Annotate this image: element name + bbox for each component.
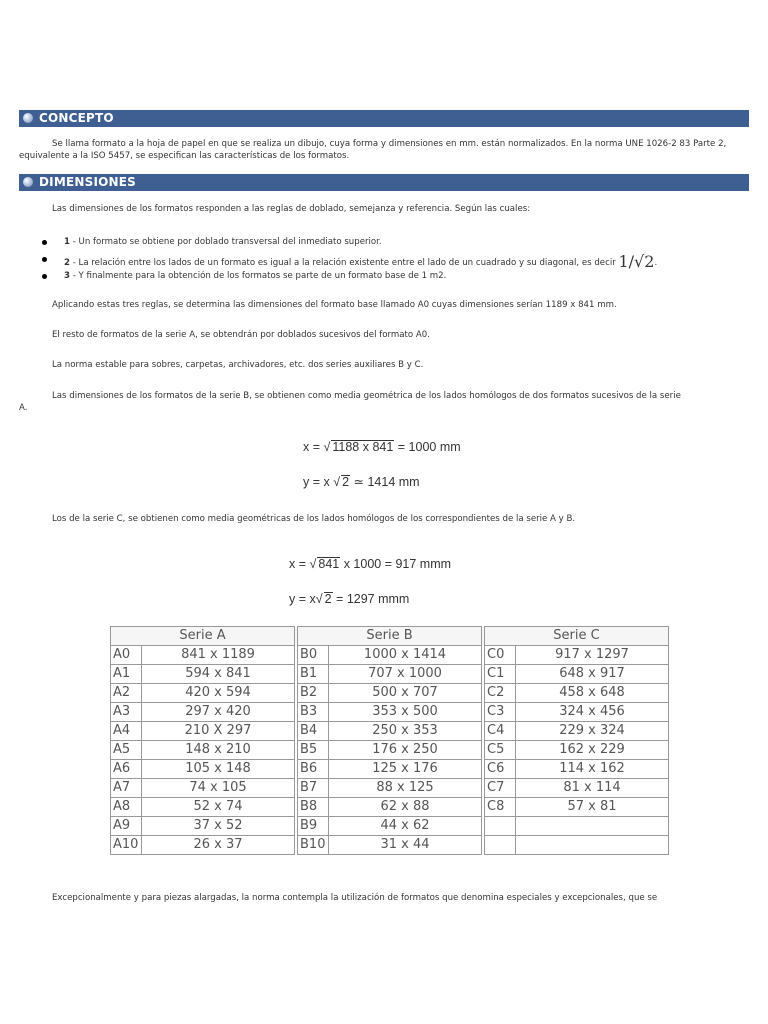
formula-rhs: = 1000 mm — [394, 440, 461, 454]
format-code-cell — [485, 836, 516, 855]
format-code-cell — [485, 817, 516, 836]
table-header-row — [111, 627, 669, 646]
format-size-cell: 353 x 500 — [329, 703, 482, 722]
paragraph-a0: Aplicando estas tres reglas, se determina las dimensiones del formato base llamado A0 cuyas dimensiones serían 1189 x 841 mm. — [52, 300, 617, 310]
format-size-cell: 500 x 707 — [329, 684, 482, 703]
column-header: Serie C — [485, 627, 669, 646]
format-code-cell: A0 — [111, 646, 142, 665]
bullet-icon — [23, 113, 33, 123]
format-size-cell: 88 x 125 — [329, 779, 482, 798]
bullet-icon — [42, 257, 47, 262]
table-row — [111, 836, 669, 855]
format-code-cell: B0 — [298, 646, 329, 665]
format-size-cell: 176 x 250 — [329, 741, 482, 760]
format-code-cell: A4 — [111, 722, 142, 741]
formula-radicand: 2 — [342, 475, 350, 489]
formula-radicand: 2 — [324, 592, 332, 606]
format-code-cell: B9 — [298, 817, 329, 836]
section-title: DIMENSIONES — [39, 175, 136, 189]
table-row — [111, 798, 669, 817]
format-size-cell — [516, 817, 669, 836]
format-code-cell: B10 — [298, 836, 329, 855]
format-size-cell: 648 x 917 — [516, 665, 669, 684]
sqrt-icon: √ — [315, 592, 323, 606]
format-code-cell: C0 — [485, 646, 516, 665]
table-row — [111, 703, 669, 722]
format-size-cell: 707 x 1000 — [329, 665, 482, 684]
formula-radicand: 1188 x 841 — [332, 440, 394, 454]
format-size-cell: 420 x 594 — [142, 684, 295, 703]
formula-lhs: x = — [289, 557, 310, 571]
format-size-cell: 105 x 148 — [142, 760, 295, 779]
format-code-cell: C8 — [485, 798, 516, 817]
rule-tail: . — [654, 258, 658, 268]
table-row — [111, 741, 669, 760]
paragraph-serie-b: Las dimensiones de los formatos de la serie B, se obtienen como media geométrica de los lados homólogos de dos formatos sucesivos de la serie — [52, 391, 681, 401]
rule-number: 1 — [64, 237, 70, 247]
formula-lhs: x = — [303, 440, 324, 454]
list-item — [38, 268, 738, 285]
format-code-cell: C4 — [485, 722, 516, 741]
format-size-cell: 52 x 74 — [142, 798, 295, 817]
format-size-cell: 250 x 353 — [329, 722, 482, 741]
format-code-cell: C1 — [485, 665, 516, 684]
paragraph-serie-c: Los de la serie C, se obtienen como media geométricas de los lados homólogos de los correspondientes de la serie A y B. — [52, 514, 576, 524]
format-code-cell: B1 — [298, 665, 329, 684]
format-size-cell: 594 x 841 — [142, 665, 295, 684]
rules-list — [38, 234, 738, 285]
format-code-cell: B3 — [298, 703, 329, 722]
bullet-icon — [23, 177, 33, 187]
format-code-cell: A2 — [111, 684, 142, 703]
table-row — [111, 646, 669, 665]
format-code-cell: B2 — [298, 684, 329, 703]
format-size-cell: 917 x 1297 — [516, 646, 669, 665]
ratio-formula: 1/√2 — [618, 252, 655, 271]
format-code-cell: A7 — [111, 779, 142, 798]
paragraph-serie-a: El resto de formatos de la serie A, se obtendrán por doblados sucesivos del formato A0. — [52, 330, 430, 340]
format-code-cell: C3 — [485, 703, 516, 722]
format-code-cell: C7 — [485, 779, 516, 798]
table-row — [111, 722, 669, 741]
format-size-cell: 1000 x 1414 — [329, 646, 482, 665]
sqrt-icon: √ — [309, 557, 317, 571]
formula-c-x — [289, 557, 451, 571]
format-size-cell: 26 x 37 — [142, 836, 295, 855]
format-size-cell: 162 x 229 — [516, 741, 669, 760]
rule-text: - Un formato se obtiene por doblado transversal del inmediato superior. — [69, 237, 382, 247]
format-code-cell: A5 — [111, 741, 142, 760]
format-code-cell: A6 — [111, 760, 142, 779]
format-code-cell: B7 — [298, 779, 329, 798]
formula-lhs: y = x — [289, 592, 316, 606]
formula-b-y — [303, 474, 420, 489]
section-title: CONCEPTO — [39, 111, 114, 125]
format-size-cell: 31 x 44 — [329, 836, 482, 855]
table-row — [111, 760, 669, 779]
table-row — [111, 779, 669, 798]
column-header: Serie A — [111, 627, 295, 646]
formula-rhs: ≃ 1414 mm — [350, 475, 420, 489]
format-code-cell: B4 — [298, 722, 329, 741]
format-code-cell: A10 — [111, 836, 142, 855]
section-header-concepto — [19, 110, 749, 127]
format-code-cell: A8 — [111, 798, 142, 817]
format-size-cell: 229 x 324 — [516, 722, 669, 741]
format-code-cell: C5 — [485, 741, 516, 760]
format-code-cell: C6 — [485, 760, 516, 779]
format-size-cell: 841 x 1189 — [142, 646, 295, 665]
sqrt-icon: √ — [333, 475, 341, 489]
formula-rhs: = 1297 mmm — [332, 592, 410, 606]
format-code-cell: C2 — [485, 684, 516, 703]
dimensiones-intro: Las dimensiones de los formatos responden a las reglas de doblado, semejanza y referencia. Según las cuales: — [52, 204, 531, 214]
format-size-cell: 114 x 162 — [516, 760, 669, 779]
bullet-icon — [42, 274, 47, 279]
format-size-cell — [516, 836, 669, 855]
formula-b-x — [303, 440, 461, 454]
rule-text: - La relación entre los lados de un formato es igual a la relación existente entre el lado de un cuadrado y su diagonal, es decir — [69, 258, 619, 268]
formats-table — [110, 626, 669, 855]
format-size-cell: 81 x 114 — [516, 779, 669, 798]
formula-radicand: 841 — [318, 557, 340, 571]
format-code-cell: A3 — [111, 703, 142, 722]
table-row — [111, 684, 669, 703]
list-item — [38, 251, 738, 271]
table-row — [111, 665, 669, 684]
rule-text: - Y finalmente para la obtención de los formatos se parte de un formato base de 1 m2. — [69, 271, 447, 281]
format-size-cell: 37 x 52 — [142, 817, 295, 836]
table-row — [111, 817, 669, 836]
format-size-cell: 148 x 210 — [142, 741, 295, 760]
format-code-cell: B8 — [298, 798, 329, 817]
list-item — [38, 234, 738, 251]
format-size-cell: 324 x 456 — [516, 703, 669, 722]
section-header-dimensiones — [19, 174, 749, 191]
bullet-icon — [42, 240, 47, 245]
paragraph-auxiliares: La norma estable para sobres, carpetas, archivadores, etc. dos series auxiliares B y C. — [52, 360, 424, 370]
format-size-cell: 74 x 105 — [142, 779, 295, 798]
format-code-cell: B5 — [298, 741, 329, 760]
formula-rhs: x 1000 = 917 mmm — [340, 557, 452, 571]
format-code-cell: A1 — [111, 665, 142, 684]
format-size-cell: 210 X 297 — [142, 722, 295, 741]
format-size-cell: 297 x 420 — [142, 703, 295, 722]
concepto-paragraph: Se llama formato a la hoja de papel en que se realiza un dibujo, cuya forma y dimensiones en mm. están normalizados. En la norma UNE 1026-2 83 Parte 2, equivalente a la ISO 5457, se especifican las características de los formatos. — [19, 139, 727, 161]
column-header: Serie B — [298, 627, 482, 646]
sqrt-icon: √ — [323, 440, 331, 454]
rule-number: 2 — [64, 258, 70, 268]
format-size-cell: 57 x 81 — [516, 798, 669, 817]
paragraph-especiales: Excepcionalmente y para piezas alargadas, la norma contempla la utilización de formatos que denomina especiales y excepcionales, que se — [52, 893, 658, 903]
format-size-cell: 458 x 648 — [516, 684, 669, 703]
format-size-cell: 62 x 88 — [329, 798, 482, 817]
paragraph-serie-b-end: A. — [19, 403, 28, 413]
formula-c-y — [289, 592, 409, 606]
format-size-cell: 125 x 176 — [329, 760, 482, 779]
rule-number: 3 — [64, 271, 70, 281]
formula-lhs: y = x — [303, 475, 334, 489]
format-size-cell: 44 x 62 — [329, 817, 482, 836]
format-code-cell: A9 — [111, 817, 142, 836]
format-code-cell: B6 — [298, 760, 329, 779]
